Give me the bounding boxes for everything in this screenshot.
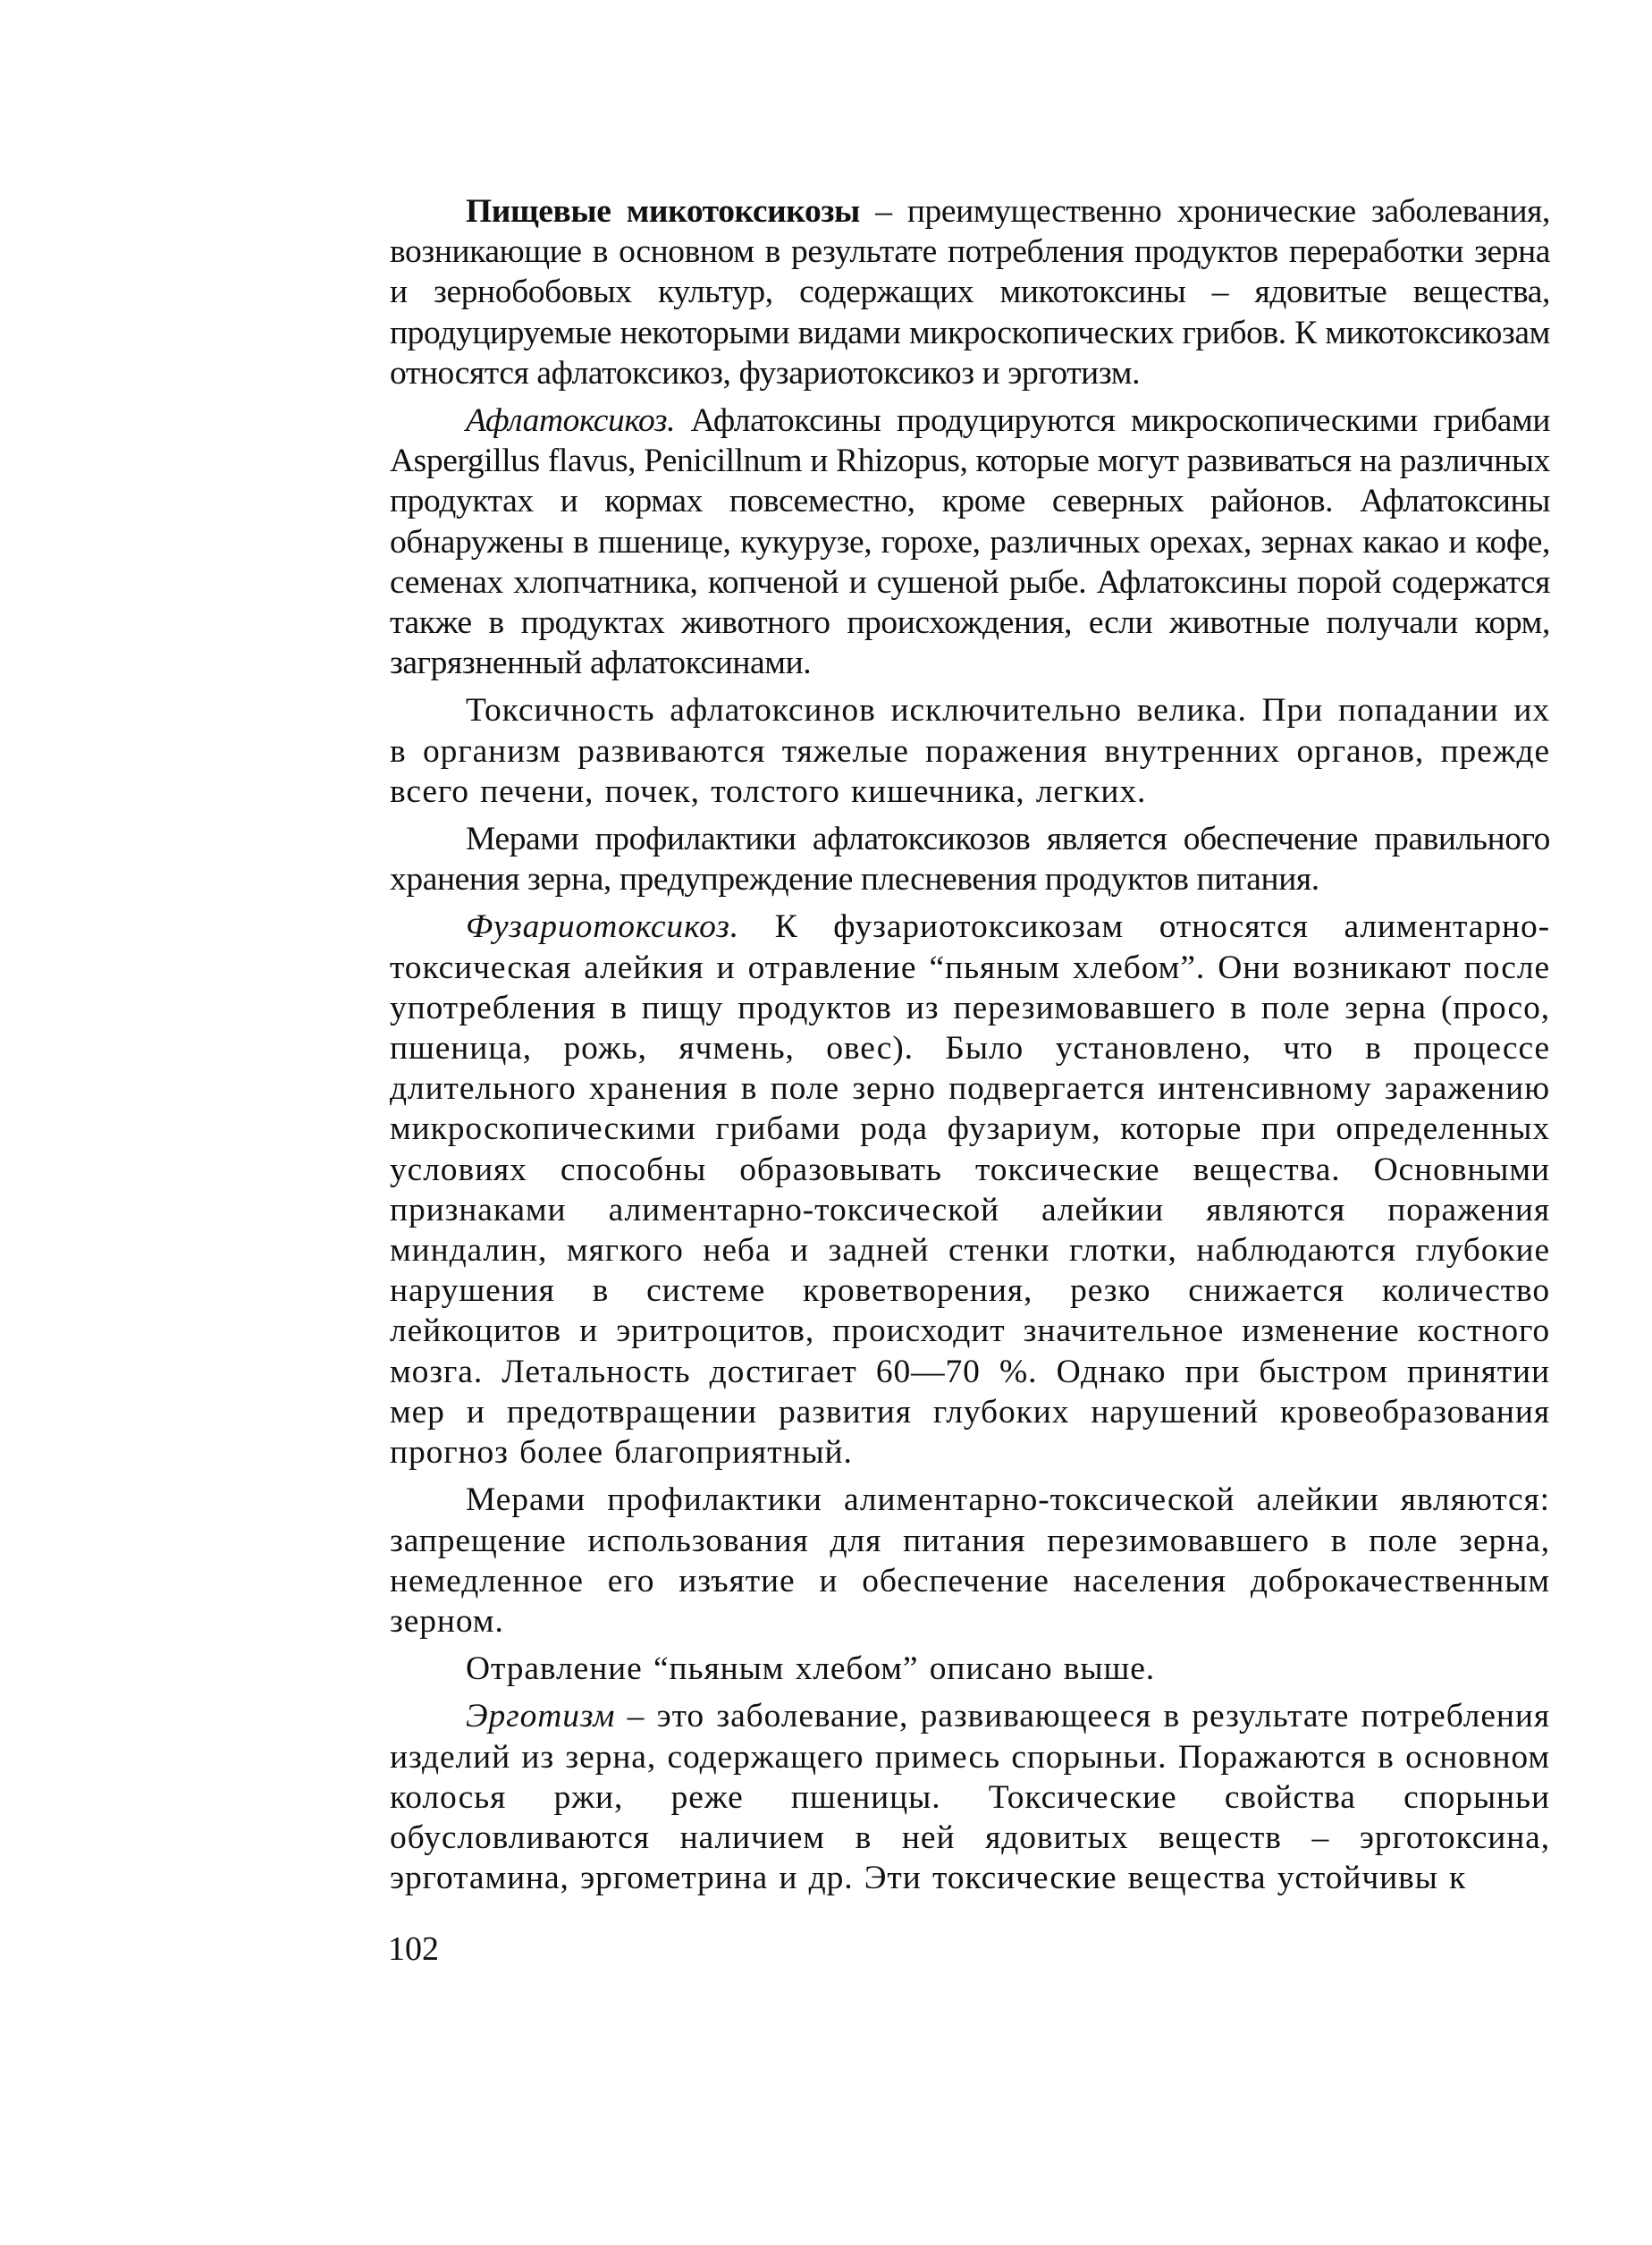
paragraph-text: К фузариотоксикозам относятся алиментарно-токсическая алейкия и отравление “пьяным хлебом”. Они возникают после употребления в пищу продуктов из перезимовавшего в поле зерна (просо, пшеница, рожь, ячмень, овес). Было установлено, что в процессе длительного хранения в поле зерно подвергается интенсивному заражению микроскопическими грибами рода фузариум, которые при определенных условиях способны образовывать токсические вещества. Основными признаками алиментарно-токсической алейкии являются поражения миндалин, мягкого неба и задней стенки глотки, наблюдаются глубокие нарушения в системе кроветворения, резко снижается количество лейкоцитов и эритроцитов, происходит значительное изменение костного мозга. Летальность достигает 60—70 %. Однако при быстром принятии мер и предотвращении развития глубоких нарушений кровеобразования прогноз более благоприятный. [390, 908, 1550, 1472]
paragraph-fusariotoxicosis [390, 907, 1550, 1473]
paragraph-text: Токсичность афлатоксинов исключительно велика. При попадании их в организм развиваются тяжелые поражения внутренних органов, прежде всего печени, почек, толстого кишечника, легких. [390, 692, 1550, 810]
page-number: 102 [388, 1930, 439, 1968]
paragraph-text: Мерами профилактики алиментарно-токсической алейкии являются: запрещение использования для питания перезимовавшего в поле зерна, немедленное его изъятие и обеспечение населения доброкачественным зерном. [390, 1481, 1550, 1640]
paragraph-text: – преимущественно хронические заболевания, возникающие в основном в результате потребления продуктов переработки зерна и зернобобовых культур, содержащих микотоксины – ядовитые вещества, продуцируемые некоторыми видами микроскопических грибов. К микотоксикозам относятся афлатоксикоз, фузариотоксикоз и эрготизм. [390, 193, 1551, 392]
term-fusariotoxicosis: Фузариотоксикоз. [466, 908, 740, 946]
paragraph-food-mycotoxicoses [390, 191, 1550, 393]
paragraph-drunken-bread [390, 1649, 1550, 1689]
term-food-mycotoxicoses: Пищевые микотоксикозы [466, 193, 860, 230]
paragraph-text: Афлатоксины продуцируются микроскопическими грибами Aspergillus flavus, Penicillnum и Rhizopus, которые могут развиваться на различных продуктах и кормах повсеместно, кроме северных районов. Афлатоксины обнаружены в пшенице, кукурузе, горохе, различных орехах, зернах какао и кофе, семенах хлопчатника, копченой и сушеной рыбе. Афлатоксины порой содержатся также в продуктах животного происхождения, если животные получали корм, загрязненный афлатоксинами. [390, 402, 1550, 682]
paragraph-aflatoxicosis-prevention [390, 819, 1550, 899]
paragraph-aflatoxin-toxicity [390, 690, 1550, 812]
paragraph-text: Отравление “пьяным хлебом” описано выше. [466, 1650, 1156, 1688]
term-ergotism: Эрготизм [466, 1698, 616, 1735]
term-aflatoxicosis: Афлатоксикоз. [466, 402, 676, 440]
paragraph-text: – это заболевание, развивающееся в результате потребления изделий из зерна, содержащего примесь спорыньи. Поражаются в основном колосья ржи, реже пшеницы. Токсические свойства спорыньи обусловливаются наличием в ней ядовитых веществ – эрготоксина, эрготамина, эргометрина и др. Эти токсические вещества устойчивы к [390, 1698, 1550, 1897]
body-text [390, 191, 1550, 1905]
paragraph-aflatoxicosis [390, 401, 1550, 683]
paragraph-aleukia-prevention [390, 1480, 1550, 1642]
paragraph-ergotism [390, 1696, 1550, 1898]
paragraph-text: Мерами профилактики афлатоксикозов является обеспечение правильного хранения зерна, предупреждение плесневения продуктов питания. [390, 821, 1550, 899]
